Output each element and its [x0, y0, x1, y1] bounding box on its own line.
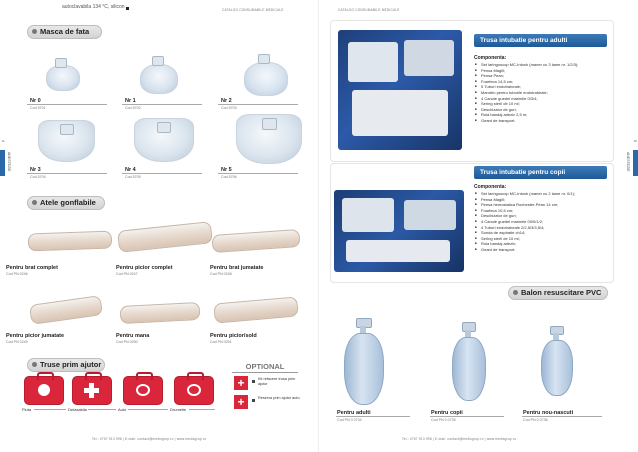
- mask-label: Nr 4: [125, 167, 136, 173]
- mask-code: Cod 5703: [221, 106, 237, 110]
- first-aid-kit-auto: [123, 376, 163, 405]
- resuscitator-code: Cod PN 0 0736: [523, 418, 548, 422]
- child-kit-title: Trusa intubatie pentru copii: [474, 166, 607, 179]
- first-aid-kit-drumetie: [174, 376, 214, 405]
- components-heading: Componenta:: [474, 55, 507, 61]
- splint-code: Cod PN 0247: [116, 272, 138, 276]
- component-item: ■ Pensa Magill;: [481, 68, 610, 74]
- resuscitator-code: Cod PN 0 0735: [431, 418, 456, 422]
- component-item: ■ Pensa Magill;: [481, 197, 610, 203]
- page-number-right: 5: [633, 140, 637, 142]
- divider: [88, 409, 116, 410]
- resuscitator-code: Cod PN 0 0734: [337, 418, 362, 422]
- child-intubation-bag-photo: [334, 190, 464, 272]
- resuscitator-label: Pentru nou-nascuti: [523, 410, 574, 416]
- kit-label: Auto: [118, 407, 127, 412]
- divider: [522, 416, 602, 417]
- splint-label: Pentru picior/sold: [210, 333, 257, 339]
- adult-kit-components: [474, 55, 610, 124]
- splint-label: Pentru mana: [116, 333, 150, 339]
- kit-label: Drumetie: [170, 407, 187, 412]
- resuscitator-label: Pentru copii: [431, 410, 463, 416]
- component-item: ■ Rola bandaj adeziv 2,5 m;: [481, 112, 610, 118]
- splint-code: Cod PN 0246: [6, 272, 28, 276]
- divider: [336, 416, 410, 417]
- splint-code: Cod PN 0250: [116, 340, 138, 344]
- component-item: ■ Sering steril de 10 ml;: [481, 101, 610, 107]
- plus-icon: +: [234, 395, 248, 409]
- divider: [122, 173, 202, 174]
- divider: [27, 173, 107, 174]
- component-item: ■ Mandrin pentru tuburile endotraheale;: [481, 90, 610, 96]
- adult-kit-title: Trusa intubatie pentru adulti: [474, 34, 607, 47]
- component-item: ■ 4 Canule guedel marimile 0/3/4;: [481, 96, 610, 102]
- resuscitator-label: Pentru adulti: [337, 410, 371, 416]
- divider: [122, 104, 202, 105]
- component-item: ■ Sonda de aspiratie ch14;: [481, 230, 610, 236]
- top-caption: autoclavabila 134 °C, silicon: [62, 4, 125, 10]
- components-heading: Componenta:: [474, 184, 507, 190]
- optional-item: Reserva prim ajutor auto: [258, 396, 300, 400]
- optional-title: OPTIONAL: [245, 362, 285, 371]
- bullet-mark: [252, 399, 255, 402]
- section-title-kits: Truse prim ajutor: [27, 358, 105, 372]
- divider: [34, 409, 66, 410]
- component-item: ■ Foarfeca 10,5 cm;: [481, 208, 610, 214]
- section-title-masks: Masca de fata: [27, 25, 102, 39]
- mask-label: Nr 0: [30, 98, 41, 104]
- splint-label: Pentru brat jumatate: [210, 265, 264, 271]
- section-title-resuscitator: Balon resuscitare PVC: [508, 286, 608, 300]
- footer-right: Tel.: 0757 913 998 | E-mail: contact@medisgrup.ro | www.medisgrup.ro: [402, 437, 517, 441]
- side-label-right: ANESTEZIE: [626, 152, 630, 172]
- first-aid-kit-detasabila: [72, 376, 112, 405]
- component-item: ■ Pensa hemostatica Rochester-Pean 14 cm;: [481, 202, 610, 208]
- kit-label: Pluta: [22, 407, 32, 412]
- mask-code: Cod 5702: [125, 106, 141, 110]
- component-item: ■ Deschizator de guri;: [481, 213, 610, 219]
- kit-label: Detasabila: [68, 407, 87, 412]
- mask-code: Cod 5701: [30, 106, 46, 110]
- catalog-header-right: CATALOG CONSUMABILE MEDICALE: [338, 8, 400, 12]
- catalog-header-left: CATALOG CONSUMABILE MEDICALE: [222, 8, 284, 12]
- component-item: ■ 4 Canule guedel marimile 00/0/1/2;: [481, 219, 610, 225]
- divider: [232, 372, 298, 373]
- page-fold: [318, 0, 319, 452]
- adult-intubation-bag-photo: [338, 30, 462, 150]
- component-item: ■ Geant de transport.: [481, 247, 610, 253]
- component-item: ■ Set laringoscop MC-Intosh (maner cu 2 lame nr. 0/1);: [481, 191, 610, 197]
- mask-code: Cod 5706: [221, 175, 237, 179]
- optional-item: Kit refacere trusa prim ajutor: [258, 377, 296, 386]
- splint-code: Cod PN 0249: [6, 340, 28, 344]
- mask-code: Cod 5705: [125, 175, 141, 179]
- mask-label: Nr 3: [30, 167, 41, 173]
- splint-code: Cod PN 0248: [210, 272, 232, 276]
- splint-label: Pentru picior complet: [116, 265, 173, 271]
- divider: [128, 409, 168, 410]
- plus-icon: +: [234, 376, 248, 390]
- divider: [218, 173, 298, 174]
- side-tab-right: [633, 150, 638, 176]
- section-title-splints: Atele gonflabile: [27, 196, 105, 210]
- side-tab-left: [0, 150, 5, 176]
- component-item: ■ Deschizator de guri;: [481, 107, 610, 113]
- first-aid-kit-pluta: [24, 376, 64, 405]
- divider: [27, 104, 107, 105]
- mask-label: Nr 2: [221, 98, 232, 104]
- component-item: ■ 4 Tuburi endotraheale 2/2,5/3/3,5/4;: [481, 225, 610, 231]
- component-item: ■ Geant de transport.: [481, 118, 610, 124]
- bullet-mark: [252, 380, 255, 383]
- mask-label: Nr 5: [221, 167, 232, 173]
- side-label-left: ANESTEZIE: [7, 152, 11, 172]
- divider: [430, 416, 504, 417]
- page-number-left: 4: [1, 140, 5, 142]
- divider: [218, 104, 298, 105]
- child-kit-components: [474, 184, 610, 253]
- mask-label: Nr 1: [125, 98, 136, 104]
- splint-label: Pentru brat complet: [6, 265, 58, 271]
- splint-code: Cod PN 0251: [210, 340, 232, 344]
- component-item: ■ Rola bandaj adeziv;: [481, 241, 610, 247]
- component-item: ■ Set laringoscop MC-Intosh (maner cu 3 lame nr. 1/2/3);: [481, 62, 610, 68]
- footer-left: Tel.: 0757 913 998 | E-mail: contact@medisgrup.ro | www.medisgrup.ro: [92, 437, 207, 441]
- bullet-mark: [126, 7, 129, 10]
- divider: [189, 409, 215, 410]
- component-item: ■ Foarfeca 14,5 cm;: [481, 79, 610, 85]
- mask-code: Cod 5704: [30, 175, 46, 179]
- component-item: ■ Sering steril de 10 ml;: [481, 236, 610, 242]
- component-item: ■ Pensa Pean;: [481, 73, 610, 79]
- component-item: ■ 5 Tuburi endotraheale;: [481, 84, 610, 90]
- splint-label: Pentru picior jumatate: [6, 333, 65, 339]
